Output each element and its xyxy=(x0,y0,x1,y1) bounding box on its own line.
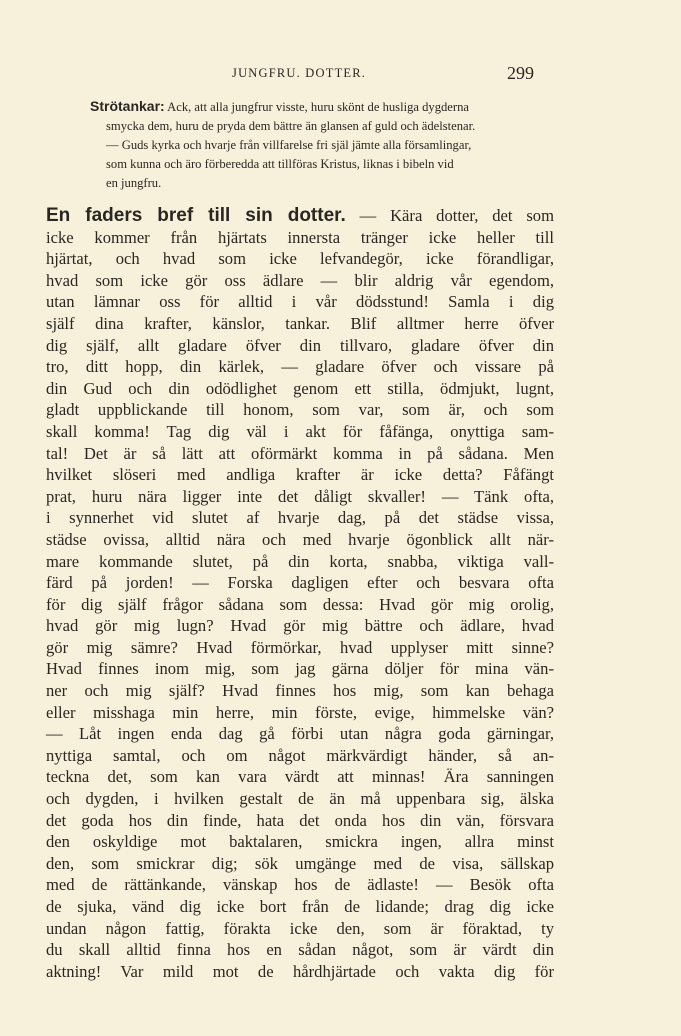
article-line: teckna det, som kan vara värdt att minnas! Ära sanningen xyxy=(46,767,554,787)
running-title: JUNGFRU. DOTTER. xyxy=(232,66,367,80)
notes-label: Strötankar: xyxy=(90,98,165,114)
article-line: hvad som icke gör oss ädlare — blir aldrig vår egendom, xyxy=(46,270,554,290)
article-line: nyttiga samtal, och om något märkvärdigt händer, så an- xyxy=(46,745,554,765)
article-line: undan någon fattig, förakta icke den, som är föraktad, ty xyxy=(46,918,554,938)
article-line: det goda hos din finde, hata det onda hos din vän, försvara xyxy=(46,810,554,830)
notes-line: — Guds kyrka och hvarje från villfarelse fri själ jämte alla församlingar, xyxy=(106,138,472,152)
article-line: eller misshaga min herre, min förste, evige, himmelske vän? xyxy=(46,702,554,722)
article-line: och dygden, i hvilken gestalt de än må uppenbara sig, älska xyxy=(46,789,554,809)
article-line: mare kommande slutet, på din korta, snabba, viktiga vall- xyxy=(46,551,554,571)
article-line: för dig själf frågor sådana som dessa: Hvad gör mig orolig, xyxy=(46,594,554,614)
article-first-line xyxy=(46,205,554,227)
article-line: dig själf, allt gladare öfver din tillvaro, gladare öfver din xyxy=(46,335,554,355)
article-line: hvilket slöseri med andliga krafter är icke detta? Fåfängt xyxy=(46,465,554,485)
article-line: — Låt ingen enda dag gå förbi utan några goda gärningar, xyxy=(46,724,554,744)
article-line: den, som smickrar dig; sök umgänge med de visa, sällskap xyxy=(46,853,554,873)
article-line: tal! Det är så lätt att oförmärkt komma in på sådana. Men xyxy=(46,443,554,463)
article-line: skall komma! Tag dig väl i akt för fåfänga, onyttiga sam- xyxy=(46,421,554,441)
article-line: utan lämnar oss för alltid i vår dödsstund! Samla i dig xyxy=(46,292,554,312)
article-lines xyxy=(46,227,554,983)
article-line: Hvad finnes inom mig, som jag gärna döljer för mina vän- xyxy=(46,659,554,679)
article-line: med de rättänkande, vänskap hos de ädlaste! — Besök ofta xyxy=(46,875,554,895)
article-line: gör mig sämre? Hvad förmörkar, hvad upplyser mitt sinne? xyxy=(46,637,554,657)
article-line: gladt uppblickande till honom, som var, som är, och som xyxy=(46,400,554,420)
article-line: själf dina krafter, känslor, tankar. Blif alltmer herre öfver xyxy=(46,313,554,333)
article-line: tro, ditt hopp, din kärlek, — gladare öfver och vissare på xyxy=(46,357,554,377)
strotankar-notes xyxy=(90,97,558,193)
article-line: städse ovissa, alltid nära och med hvarje ögonblick allt när- xyxy=(46,529,554,549)
notes-line: Ack, att alla jungfrur visste, huru skönt de husliga dygderna xyxy=(164,100,469,114)
article-line: hjärtat, och hvad som icke lefvandegör, icke förandligar, xyxy=(46,249,554,269)
article-line: i synnerhet vid slutet af hvarje dag, på det städse vissa, xyxy=(46,508,554,528)
notes-line: som kunna och äro förberedda att tillföras Kristus, liknas i bibeln vid xyxy=(106,157,454,171)
article-line: de sjuka, vänd dig icke bort från de lidande; drag dig icke xyxy=(46,897,554,916)
page-header xyxy=(48,63,549,86)
notes-line: smycka dem, huru de pryda dem bättre än glansen af guld och ädelstenar. xyxy=(106,119,476,133)
article-line: ner och mig själf? Hvad finnes hos mig, som kan behaga xyxy=(46,681,554,701)
article-line: icke kommer från hjärtats innersta tränger icke heller till xyxy=(46,227,554,247)
page-number: 299 xyxy=(507,63,534,83)
article-line: du skall alltid finna hos en sådan något, som är värdt din xyxy=(46,940,554,960)
article-body xyxy=(46,205,554,982)
notes-line: en jungfru. xyxy=(106,176,162,190)
article-line: den oskyldige mot baktalaren, smickra ingen, allra minst xyxy=(46,832,554,852)
article-title: En faders bref till sin dotter. xyxy=(46,205,346,226)
article-line: aktning! Var mild mot de hårdhjärtade och vakta dig för xyxy=(46,961,554,981)
article-line: färd på jorden! — Forska dagligen efter och besvara ofta xyxy=(46,573,554,593)
article-line: din Gud och din odödlighet genom ett stilla, ödmjukt, lugnt, xyxy=(46,378,554,398)
article-line: prat, huru nära ligger inte det dåligt skvaller! — Tänk ofta, xyxy=(46,486,554,506)
article-line: hvad gör mig lugn? Hvad gör mig bättre och ädlare, hvad xyxy=(46,616,554,636)
article-line: — Kära dotter, det som xyxy=(345,206,554,225)
